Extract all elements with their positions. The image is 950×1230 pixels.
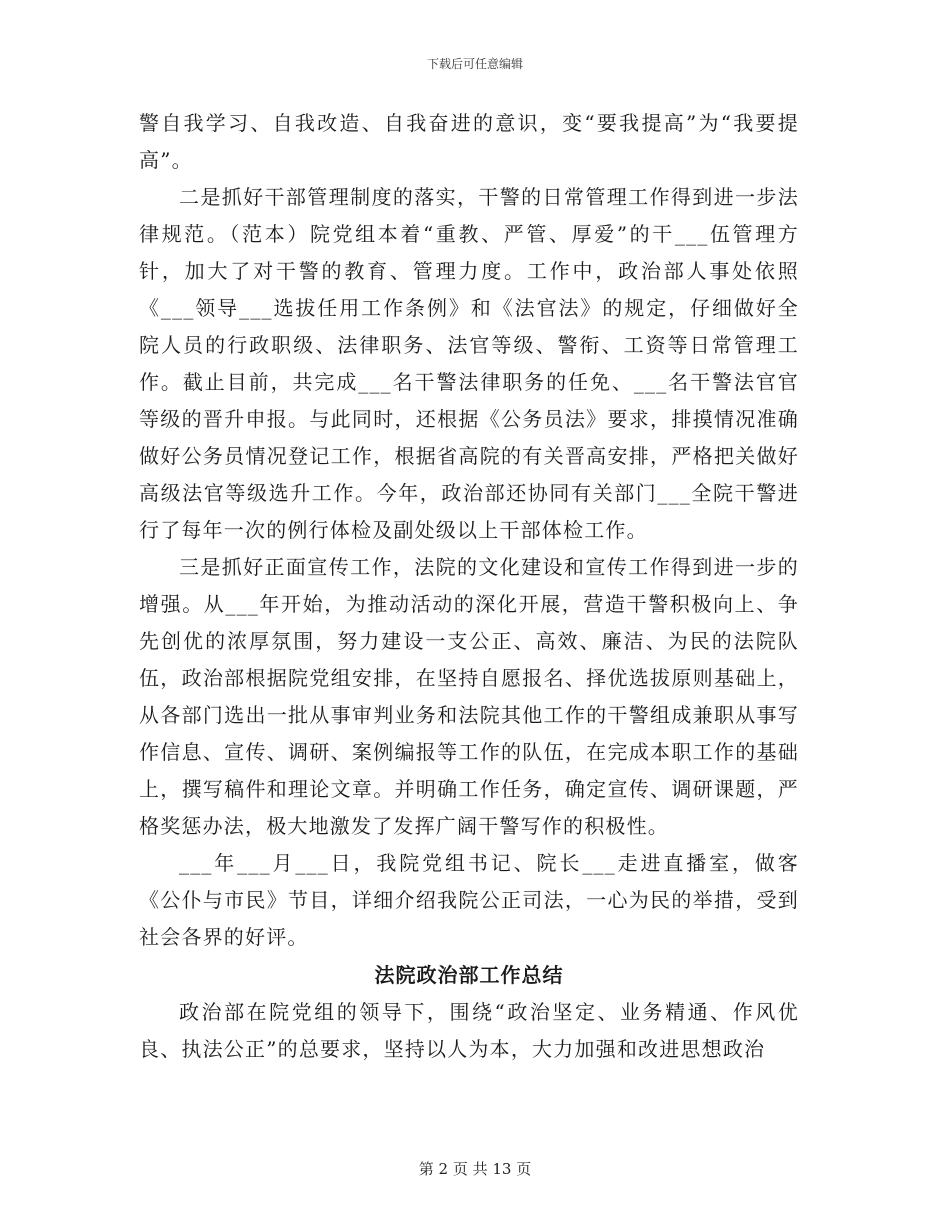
paragraph-5: 政治部在院党组的领导下，围绕“政治坚定、业务精通、作风优良、执法公正”的总要求，坚持以人为本，大力加强和改进思想政治 <box>139 1000 799 1061</box>
header-note: 下载后可任意编辑 <box>426 57 523 71</box>
section-title: 法院政治部工作总结 <box>374 963 564 987</box>
paragraph-1: 警自我学习、自我改造、自我奋进的意识，变“要我提高”为“我要提高”。 <box>139 111 799 172</box>
paragraph-4: ___年___月___日，我院党组书记、院长___走进直播室，做客《公仆与市民》节目，详细介绍我院公正司法，一心为民的举措，受到社会各界的好评。 <box>139 851 799 949</box>
page-number: 第 2 页 共 13 页 <box>418 1160 532 1178</box>
paragraph-2: 二是抓好干部管理制度的落实，干警的日常管理工作得到进一步法律规范。（范本）院党组本着“重教、严管、厚爱”的干___伍管理方针，加大了对干警的教育、管理力度。工作中，政治部人事处依照《___领导___选拔任用工作条例》和《法官法》的规定，仔细做好全院人员的行政职级、法律职务、法官等级、警衔、工资等日常管理工作。截止目前，共完成___名干警法律职务的任免、___名干警法官官等级的晋升申报。与此同时，还根据《公务员法》要求，排摸情况准确做好公务员情况登记工作，根据省高院的有关晋高安排，严格把关做好高级法官等级选升工作。今年，政治部还协同有关部门___全院干警进行了每年一次的例行体检及副处级以上干部体检工作。 <box>139 185 799 542</box>
paragraph-3: 三是抓好正面宣传工作，法院的文化建设和宣传工作得到进一步的增强。从___年开始，为推动活动的深化开展，营造干警积极向上、争先创优的浓厚氛围，努力建设一支公正、高效、廉洁、为民的法院队伍，政治部根据院党组安排，在坚持自愿报名、择优选拔原则基础上，从各部门选出一批从事审判业务和法院其他工作的干警组成兼职从事写作信息、宣传、调研、案例编报等工作的队伍，在完成本职工作的基础上，撰写稿件和理论文章。并明确工作任务，确定宣传、调研课题，严格奖惩办法，极大地激发了发挥广阔干警写作的积极性。 <box>139 555 799 838</box>
document-body <box>139 105 799 1068</box>
